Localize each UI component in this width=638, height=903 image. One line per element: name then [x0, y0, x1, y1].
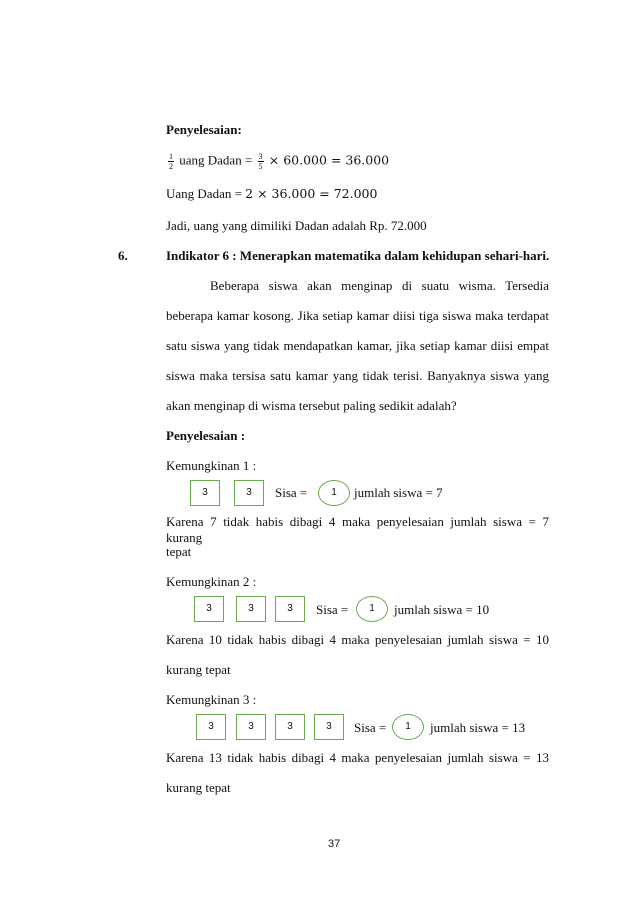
case-2-conclusion-line-2: kurang tepat [166, 662, 231, 677]
case-2-sisa-label: Sisa = [316, 602, 349, 617]
remainder-circle: 1 [392, 714, 424, 740]
equation-line-1 [166, 152, 389, 171]
conclusion-text: Jadi, uang yang dimiliki Dadan adalah Rp. 72.000 [166, 218, 427, 233]
room-box: 3 [275, 714, 305, 740]
equation-line-2-text: Uang Dadan = [166, 186, 242, 201]
case-3-conclusion-line-1: Karena 13 tidak habis dibagi 4 maka penyelesaian jumlah siswa = 13 [166, 750, 549, 765]
fraction-three-fifths: $\frac{3}{5}$ [258, 152, 263, 171]
paragraph-line-4-wrap [166, 368, 549, 384]
room-box: 3 [196, 714, 226, 740]
solution-heading-2: Penyelesaian : [166, 428, 246, 443]
case-2-conclusion-wrap [166, 632, 549, 648]
paragraph-line-1: Beberapa siswa akan menginap di suatu wisma. Tersedia [210, 278, 549, 293]
room-box: 3 [236, 714, 266, 740]
case-3-label: Kemungkinan 3 : [166, 692, 257, 707]
paragraph-line-5: akan menginap di wisma tersebut paling sedikit adalah? [166, 398, 457, 413]
case-2-label: Kemungkinan 2 : [166, 574, 257, 589]
case-3-total: jumlah siswa = 13 [430, 720, 526, 735]
paragraph-line-4: siswa maka tersisa satu kamar yang tidak terisi. Banyaknya siswa yang [166, 368, 549, 383]
room-box: 3 [275, 596, 305, 622]
room-box: 3 [234, 480, 264, 506]
room-box: 3 [314, 714, 344, 740]
case-1-conclusion-line-2: tepat [166, 544, 192, 559]
case-3-conclusion-line-2: kurang tepat [166, 780, 231, 795]
equation-line-2 [166, 186, 377, 202]
room-box: 3 [190, 480, 220, 506]
equation-line-1-expr: × 60.000 = 36.000 [268, 152, 390, 168]
item-number: 6. [118, 248, 128, 263]
fraction-half: $\frac{1}{2}$ [169, 152, 173, 171]
equation-line-1-text: uang Dadan = [179, 152, 253, 168]
room-box: 3 [236, 596, 266, 622]
case-1-sisa-label: Sisa = [275, 485, 308, 500]
page-number: 37 [328, 838, 341, 850]
case-1-conclusion-wrap [166, 514, 549, 546]
indicator-heading: Indikator 6 : Menerapkan matematika dalam kehidupan sehari-hari. [166, 248, 550, 263]
case-3-conclusion-wrap [166, 750, 549, 766]
remainder-circle: 1 [318, 480, 350, 506]
paragraph-line-2-wrap [166, 308, 549, 324]
case-3-sisa-label: Sisa = [354, 720, 387, 735]
problem-paragraph [166, 278, 549, 294]
solution-heading: Penyelesaian: [166, 122, 242, 137]
equation-line-2-expr: 2 × 36.000 = 72.000 [245, 186, 378, 201]
room-box: 3 [194, 596, 224, 622]
case-1-label: Kemungkinan 1 : [166, 458, 257, 473]
case-1-total: jumlah siswa = 7 [354, 485, 443, 500]
paragraph-line-3: satu siswa yang tidak mendapatkan kamar, jika setiap kamar diisi empat [166, 338, 549, 353]
case-2-conclusion-line-1: Karena 10 tidak habis dibagi 4 maka penyelesaian jumlah siswa = 10 [166, 632, 549, 647]
case-2-total: jumlah siswa = 10 [394, 602, 490, 617]
paragraph-line-2: beberapa kamar kosong. Jika setiap kamar diisi tiga siswa maka terdapat [166, 308, 549, 323]
paragraph-line-3-wrap [166, 338, 549, 354]
remainder-circle: 1 [356, 596, 388, 622]
case-1-conclusion-line-1: Karena 7 tidak habis dibagi 4 maka penyelesaian jumlah siswa = 7 kurang [166, 514, 549, 545]
